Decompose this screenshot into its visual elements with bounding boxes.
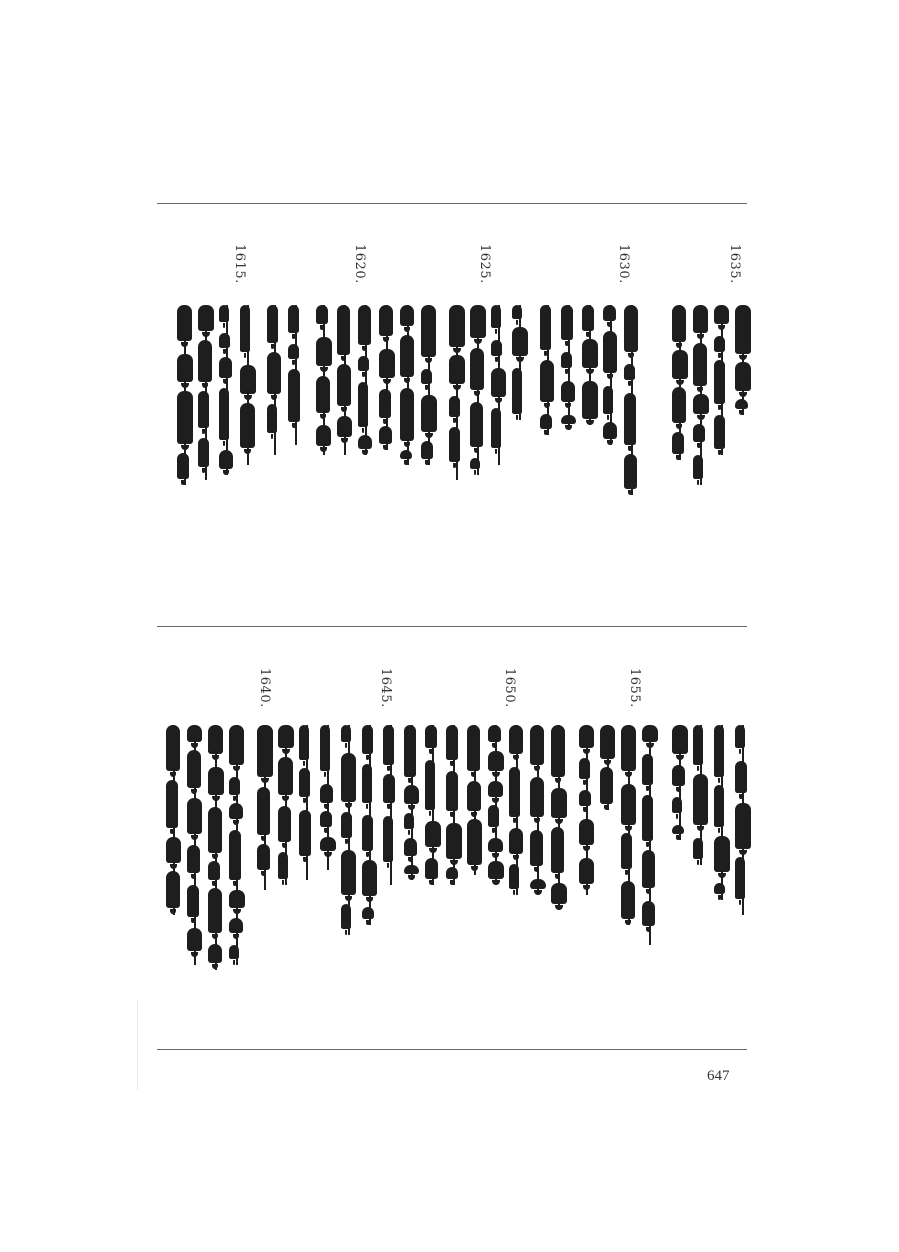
mongolian-text-line [582,305,598,425]
script-glyph [551,788,567,818]
script-glyph [341,812,352,838]
script-glyph [379,349,395,378]
script-glyph [470,458,480,469]
script-glyph [362,764,372,803]
mongolian-text-line [446,725,462,885]
script-glyph [320,837,336,851]
script-glyph [714,336,725,352]
mongolian-text-line [672,305,688,460]
mongolian-text-line [600,725,616,810]
script-glyph [621,725,636,771]
script-glyph [404,785,419,804]
script-glyph [579,819,594,845]
script-glyph [512,368,522,414]
script-glyph [278,806,291,842]
script-glyph [561,305,573,340]
script-glyph [421,305,436,357]
script-glyph [470,305,486,338]
script-glyph [383,725,394,765]
script-glyph [735,305,751,354]
mongolian-text-line [267,305,283,455]
mongolian-text-line [530,725,546,895]
mongolian-text-line [320,725,336,870]
script-glyph [316,425,331,446]
script-glyph [166,871,180,908]
script-glyph [187,928,202,951]
script-glyph [488,838,503,852]
mongolian-text-line [379,305,395,450]
script-glyph [337,364,351,406]
script-glyph [278,852,288,879]
script-glyph [693,394,709,414]
script-glyph [198,391,209,428]
mongolian-text-line [316,305,332,455]
script-glyph [642,725,658,742]
script-glyph [735,725,745,748]
script-glyph [421,395,437,432]
script-glyph [693,343,707,386]
script-glyph [582,339,598,368]
script-glyph [229,918,243,933]
script-glyph [561,352,572,368]
script-glyph [579,858,594,884]
script-glyph [177,391,193,444]
script-glyph [488,725,501,742]
mongolian-text-line [579,725,595,895]
script-glyph [316,376,330,413]
script-glyph [362,815,373,851]
script-glyph [579,725,594,748]
script-glyph [579,790,591,806]
script-glyph [470,402,483,447]
script-glyph [425,858,438,879]
script-glyph [488,805,499,827]
script-glyph [187,798,202,834]
script-glyph [642,901,655,926]
script-glyph [488,751,504,771]
mongolian-text-line [561,305,577,430]
line-number: 1620. [352,244,367,284]
mongolian-text-line [240,305,256,465]
mongolian-text-line [603,305,619,445]
script-glyph [421,441,433,459]
script-glyph [316,305,328,324]
script-glyph [383,816,393,862]
script-glyph [267,305,278,343]
script-glyph [187,885,199,917]
script-glyph [672,725,688,754]
script-glyph [603,331,617,373]
script-glyph [208,725,223,754]
script-glyph [693,838,703,859]
script-glyph [177,453,189,479]
script-glyph [672,387,686,423]
script-glyph [488,781,503,797]
script-glyph [425,821,441,847]
mongolian-text-line [358,305,374,455]
script-glyph [672,765,685,786]
script-glyph [561,415,576,424]
script-glyph [177,354,193,382]
script-glyph [208,767,224,795]
script-glyph [404,838,417,856]
script-glyph [229,725,244,765]
script-glyph [219,450,233,469]
script-glyph [404,865,419,874]
script-glyph [491,408,501,448]
script-glyph [551,827,564,873]
script-glyph [267,352,281,394]
line-number: 1625. [477,244,492,284]
script-glyph [299,768,310,797]
line-number: 1650. [502,668,517,708]
mongolian-text-line [187,725,203,965]
mongolian-text-line [735,305,751,415]
mongolian-text-line [299,725,315,880]
script-glyph [540,305,551,350]
script-glyph [672,825,684,834]
script-glyph [530,830,543,866]
line-number: 1655. [627,668,642,708]
script-glyph [512,327,528,356]
mongolian-text-line [488,725,504,885]
script-glyph [624,454,637,489]
script-glyph [551,725,565,777]
mongolian-text-line [735,725,751,915]
script-glyph [288,344,299,359]
script-glyph [624,305,638,352]
mongolian-text-line [642,725,658,945]
mongolian-text-line [288,305,304,445]
script-glyph [341,753,356,802]
script-glyph [512,305,522,319]
script-glyph [187,750,201,788]
script-glyph [341,850,356,895]
mongolian-text-line [177,305,193,485]
script-glyph [400,305,414,326]
script-glyph [421,369,432,384]
script-glyph [288,369,300,422]
script-glyph [278,757,293,795]
script-glyph [693,774,708,825]
script-glyph [579,758,590,779]
script-glyph [624,393,636,445]
script-glyph [358,382,368,427]
script-glyph [404,813,414,829]
script-glyph [362,860,377,896]
script-glyph [509,767,520,817]
mongolian-text-line [219,305,235,475]
script-glyph [735,803,751,849]
mongolian-text-line [624,305,640,495]
script-glyph [509,864,519,889]
mongolian-text-line [470,305,486,475]
script-glyph [229,830,241,880]
script-glyph [467,819,482,865]
middle-rule [157,626,747,627]
mongolian-text-line [509,725,525,895]
script-glyph [509,725,523,754]
script-glyph [400,388,414,441]
mongolian-text-line [425,725,441,885]
mongolian-text-line [491,305,507,465]
script-glyph [267,404,277,433]
script-glyph [621,881,635,919]
script-glyph [278,725,294,748]
page-number: 647 [707,1068,730,1084]
script-glyph [735,399,748,409]
script-glyph [470,348,484,390]
script-glyph [446,725,458,760]
script-glyph [208,888,222,933]
mongolian-text-line [341,725,357,935]
script-glyph [198,340,212,382]
script-glyph [551,883,567,904]
script-glyph [582,381,598,419]
script-glyph [693,305,708,333]
script-glyph [219,388,229,440]
mongolian-text-line [278,725,294,885]
script-glyph [400,450,412,459]
mongolian-text-line [621,725,637,925]
script-glyph [735,362,751,391]
script-glyph [672,350,688,379]
script-glyph [166,725,180,771]
script-glyph [672,305,686,342]
script-glyph [177,305,192,341]
script-glyph [467,725,480,771]
script-glyph [208,861,220,880]
script-glyph [208,944,222,963]
script-glyph [603,386,613,414]
script-glyph [693,725,703,765]
script-glyph [404,725,416,777]
script-glyph [693,455,703,479]
script-glyph [642,850,655,888]
script-glyph [446,771,458,811]
line-number: 1630. [616,244,631,284]
script-glyph [219,305,229,322]
script-glyph [714,415,725,449]
line-number: 1645. [378,668,393,708]
script-glyph [320,811,332,827]
script-glyph [362,725,373,754]
script-glyph [358,435,372,449]
line-number: 1640. [257,668,272,708]
mongolian-text-line [714,725,730,900]
script-glyph [621,784,636,825]
script-glyph [198,305,214,331]
script-glyph [229,890,245,908]
mongolian-text-line [166,725,182,915]
script-glyph [582,305,594,331]
script-glyph [229,777,240,795]
mongolian-text-line [714,305,730,455]
script-glyph [714,785,724,827]
script-glyph [735,857,745,899]
script-glyph [320,784,333,803]
script-glyph [337,416,352,437]
script-glyph [358,356,369,371]
script-glyph [446,867,458,879]
script-glyph [316,337,332,366]
script-glyph [362,907,374,919]
script-glyph [642,754,653,785]
script-glyph [561,381,575,402]
script-glyph [166,837,181,863]
script-glyph [383,774,395,803]
script-glyph [467,781,481,811]
script-glyph [530,879,546,889]
script-glyph [491,368,506,397]
script-glyph [187,725,202,742]
script-glyph [240,365,256,394]
script-glyph [257,787,270,835]
script-glyph [714,360,725,404]
script-glyph [257,725,273,777]
script-glyph [530,777,544,817]
mongolian-text-line [362,725,378,925]
script-glyph [491,340,502,356]
script-glyph [337,305,350,355]
script-glyph [714,836,730,872]
script-glyph [735,761,747,793]
mongolian-text-line [383,725,399,885]
mongolian-text-line [693,725,709,865]
script-glyph [714,305,729,324]
script-glyph [400,335,414,377]
script-glyph [288,305,299,333]
mongolian-text-line [257,725,273,890]
script-glyph [449,355,465,384]
script-glyph [358,305,371,345]
mongolian-text-line [693,305,709,485]
script-glyph [341,725,351,742]
script-glyph [488,861,504,879]
mongolian-text-line [400,305,416,465]
bottom-rule [157,1049,747,1050]
script-glyph [603,422,617,439]
script-glyph [379,389,391,418]
script-glyph [320,725,330,771]
script-glyph [509,828,523,854]
top-rule [157,203,747,204]
script-glyph [166,780,178,828]
script-glyph [198,438,209,467]
script-glyph [600,725,615,759]
line-number: 1635. [727,244,742,284]
mongolian-text-line [449,305,465,480]
script-glyph [425,760,435,810]
script-glyph [341,904,351,929]
mongolian-text-line [672,725,688,840]
script-glyph [449,305,465,347]
script-glyph [491,305,501,328]
script-glyph [693,424,705,442]
script-glyph [672,797,682,813]
script-glyph [208,807,222,853]
script-glyph [540,414,552,429]
script-glyph [219,333,230,348]
mongolian-text-line [512,305,528,420]
script-glyph [624,364,635,380]
script-glyph [540,360,554,402]
script-glyph [299,725,309,760]
script-glyph [603,305,616,321]
mongolian-text-line [229,725,245,965]
script-glyph [299,810,311,856]
script-glyph [379,426,392,444]
script-glyph [672,432,684,454]
script-glyph [530,725,544,765]
script-glyph [229,803,243,819]
line-number: 1615. [232,244,247,284]
script-glyph [257,844,270,870]
script-glyph [379,305,393,336]
script-glyph [446,823,462,859]
script-glyph [600,767,613,804]
script-glyph [229,945,239,959]
script-glyph [219,357,232,378]
scan-edge [137,1000,138,1090]
mongolian-text-line [404,725,420,880]
script-glyph [449,427,460,462]
script-glyph [240,305,250,352]
mongolian-text-line [540,305,556,435]
script-glyph [449,396,460,417]
mongolian-text-line [337,305,353,455]
script-glyph [714,725,724,777]
mongolian-text-line [551,725,567,910]
mongolian-text-line [198,305,214,480]
script-glyph [240,403,255,448]
mongolian-text-line [467,725,483,875]
script-glyph [425,725,437,748]
script-glyph [714,883,725,894]
mongolian-text-line [208,725,224,970]
script-glyph [621,833,632,869]
mongolian-text-line [421,305,437,465]
script-glyph [187,845,200,873]
script-glyph [642,795,653,841]
